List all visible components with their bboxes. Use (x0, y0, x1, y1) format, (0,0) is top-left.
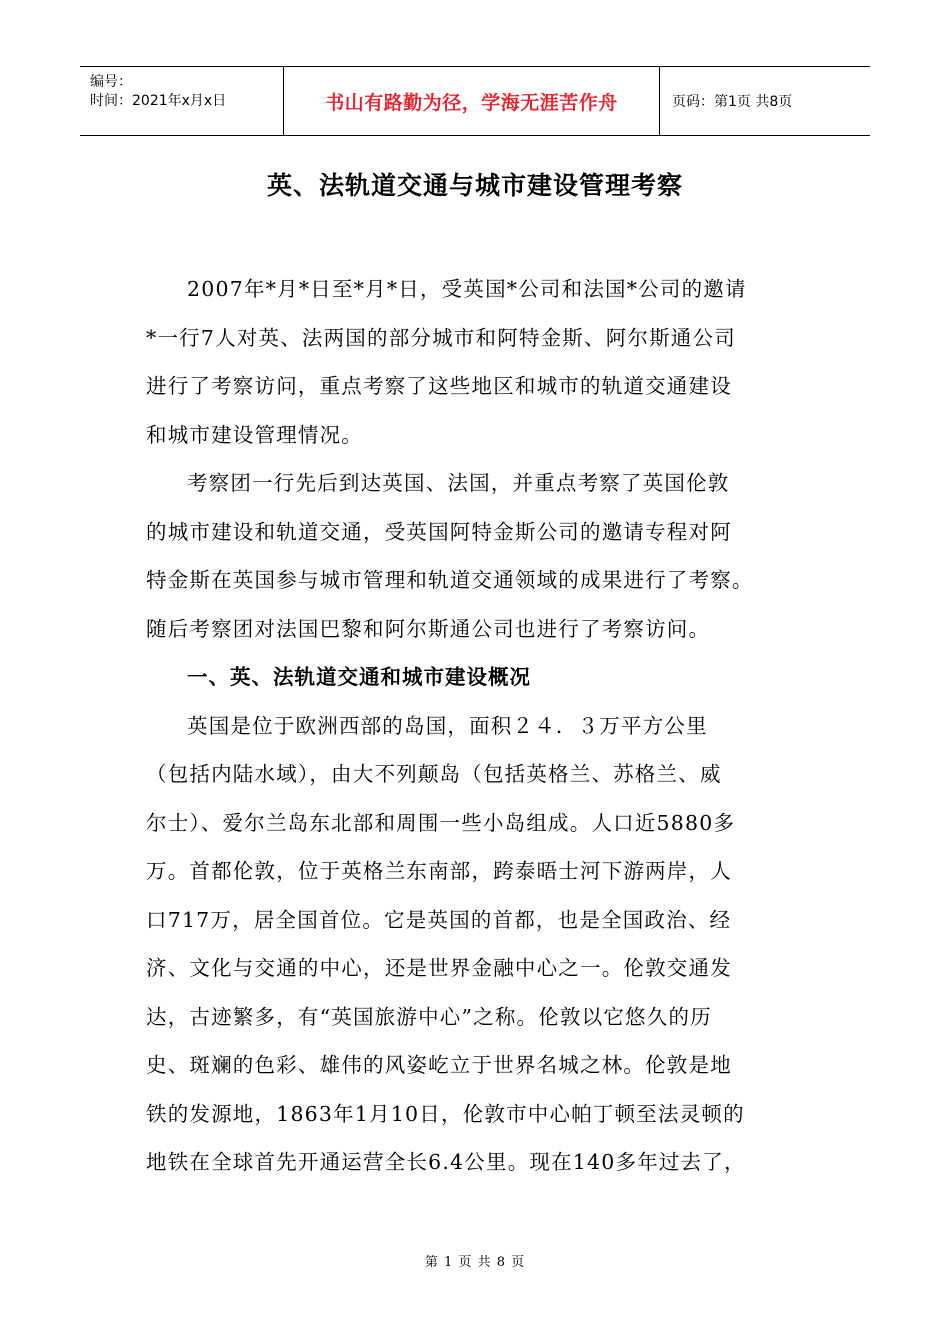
header-meta-cell (80, 67, 284, 135)
paragraph-uk-overview: 英国是位于欧洲西部的岛国，面积２４．３万平方公里 （包括内陆水域），由大不列颠岛（包括英格兰、苏格兰、威 尔士）、爱尔兰岛东北部和周围一些小岛组成。人口近5880多 万。首都伦敦，位于英格兰东南部，跨泰晤士河下游两岸，人 口717万，居全国首位。它是英国的首都，也是全国政治、经 济、文化与交通的中心，还是世界金融中心之一。伦敦交通发 达，古迹繁多，有“英国旅游中心”之称。伦敦以它悠久的历 史、斑斓的色彩、雄伟的风姿屹立于世界名城之林。伦敦是地 铁的发源地，1863年1月10日，伦敦市中心帕丁顿至法灵顿的 地铁在全球首先开通运营全长6.4公里。现在140多年过去了， (146, 713, 746, 1174)
paragraph-itinerary: 考察团一行先后到达英国、法国，并重点考察了英国伦敦 的城市建设和轨道交通，受英国阿特金斯公司的邀请专程对阿 特金斯在英国参与城市管理和轨道交通领域的成果进行了考察。 随后考察团对法国巴黎和阿尔斯通公司也进行了考察访问。 (146, 471, 754, 641)
document-title: 英、法轨道交通与城市建设管理考察 (266, 171, 683, 200)
header-motto: 书山有路勤为径，学海无涯苦作舟 (284, 67, 660, 135)
page-header (80, 66, 870, 136)
section-heading: 一、英、法轨道交通和城市建设概况 (187, 665, 531, 689)
header-page-info: 页码：第1页 共8页 (672, 94, 793, 110)
document-time-label: 时间：2021年x月x日 (90, 93, 227, 109)
page-footer: 第 1 页 共 8 页 (424, 1255, 526, 1270)
document-number-label: 编号： (90, 74, 132, 90)
paragraph-intro: 2007年*月*日至*月*日，受英国*公司和法国*公司的邀请 *一行7人对英、法两国的部分城市和阿特金斯、阿尔斯通公司 进行了考察访问，重点考察了这些地区和城市的轨道交通建设 和城市建设管理情况。 (146, 277, 747, 447)
document-body (146, 265, 814, 1187)
